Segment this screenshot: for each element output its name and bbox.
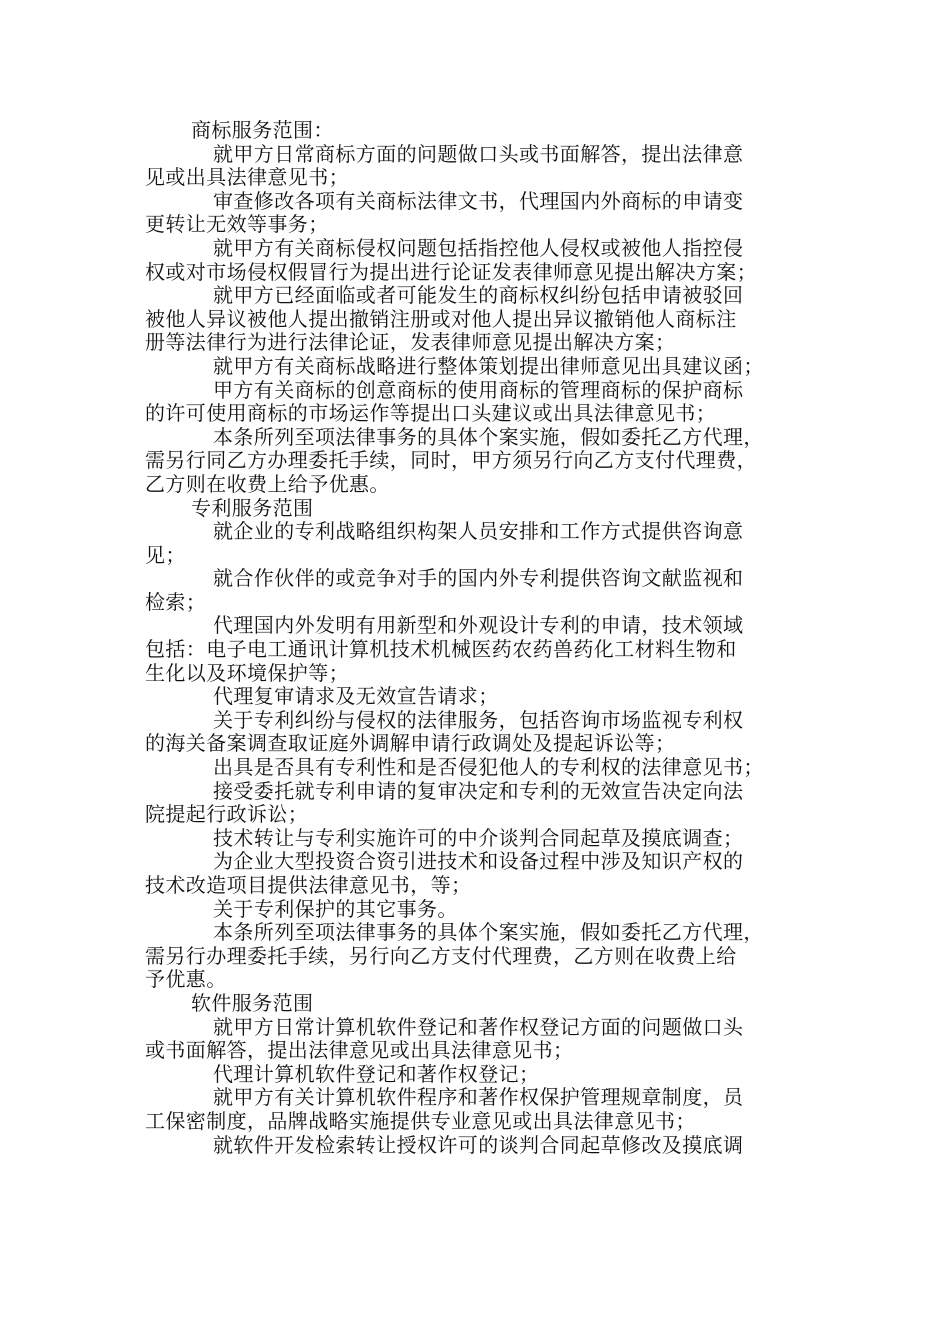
paragraph-line: 出具是否具有专利性和是否侵犯他人的专利权的法律意见书； (213, 755, 764, 780)
paragraph-line: 就甲方有关商标侵权问题包括指控他人侵权或被他人指控侵 (213, 235, 744, 260)
paragraph-line: 代理国内外发明有用新型和外观设计专利的申请，技术领域 (213, 613, 744, 638)
paragraph-line: 乙方则在收费上给予优惠。 (145, 471, 390, 496)
paragraph-line: 册等法律行为进行法律论证，发表律师意见提出解决方案； (145, 330, 676, 355)
paragraph-line: 就甲方已经面临或者可能发生的商标权纠纷包括申请被驳回 (213, 283, 744, 308)
paragraph-line: 就合作伙伴的或竞争对手的国内外专利提供咨询文献监视和 (213, 566, 744, 591)
paragraph-line: 技术转让与专利实施许可的中介谈判合同起草及摸底调查； (213, 825, 744, 850)
paragraph-line: 的海关备案调查取证庭外调解申请行政调处及提起诉讼等； (145, 731, 676, 756)
paragraph-line: 生化以及环境保护等； (145, 660, 349, 685)
paragraph-line: 见或出具法律意见书； (145, 165, 349, 190)
section-heading: 商标服务范围： (191, 118, 334, 142)
paragraph-line: 权或对市场侵权假冒行为提出进行论证发表律师意见提出解决方案； (145, 259, 757, 284)
paragraph-line: 需另行办理委托手续，另行向乙方支付代理费，乙方则在收费上给 (145, 943, 737, 968)
paragraph-line: 更转让无效等事务； (145, 212, 329, 237)
paragraph-line: 本条所列至项法律事务的具体个案实施，假如委托乙方代理， (213, 920, 764, 945)
paragraph-line: 就甲方有关计算机软件程序和著作权保护管理规章制度，员 (213, 1085, 744, 1110)
paragraph-line: 予优惠。 (145, 967, 227, 992)
paragraph-line: 被他人异议被他人提出撤销注册或对他人提出异议撤销他人商标注 (145, 306, 737, 331)
paragraph-line: 检索； (145, 589, 207, 614)
paragraph-line: 技术改造项目提供法律意见书，等； (145, 873, 472, 897)
document-body (145, 119, 810, 1157)
paragraph-line: 包括：电子电工通讯计算机技术机械医药农药兽药化工材料生物和 (145, 637, 737, 662)
paragraph-line: 就企业的专利战略组织构架人员安排和工作方式提供咨询意 (213, 519, 744, 544)
paragraph-line: 的许可使用商标的市场运作等提出口头建议或出具法律意见书； (145, 401, 717, 426)
paragraph-line: 为企业大型投资合资引进技术和设备过程中涉及知识产权的 (213, 849, 744, 874)
paragraph-line: 接受委托就专利申请的复审决定和专利的无效宣告决定向法 (213, 778, 744, 803)
paragraph-line: 需另行同乙方办理委托手续，同时，甲方须另行向乙方支付代理费， (145, 448, 757, 473)
paragraph-line: 关于专利纠纷与侵权的法律服务，包括咨询市场监视专利权 (213, 707, 744, 732)
paragraph-line: 就甲方有关商标战略进行整体策划提出律师意见出具建议函； (213, 353, 764, 378)
paragraph-line: 代理复审请求及无效宣告请求； (213, 684, 499, 709)
paragraph-line: 就软件开发检索转让授权许可的谈判合同起草修改及摸底调 (213, 1132, 744, 1157)
paragraph-line: 审查修改各项有关商标法律文书，代理国内外商标的申请变 (213, 188, 744, 213)
paragraph-line: 或书面解答，提出法律意见或出具法律意见书； (145, 1038, 574, 1063)
section-heading: 软件服务范围 (191, 990, 314, 1015)
paragraph-line: 工保密制度，品牌战略实施提供专业意见或出具法律意见书； (145, 1108, 696, 1133)
paragraph-line: 就甲方日常计算机软件登记和著作权登记方面的问题做口头 (213, 1014, 744, 1039)
section-heading: 专利服务范围 (191, 495, 314, 520)
paragraph-line: 本条所列至项法律事务的具体个案实施，假如委托乙方代理， (213, 424, 764, 449)
paragraph-line: 院提起行政诉讼； (145, 802, 309, 827)
paragraph-line: 就甲方日常商标方面的问题做口头或书面解答，提出法律意 (213, 141, 744, 166)
paragraph-line: 代理计算机软件登记和著作权登记； (213, 1061, 540, 1086)
paragraph-line: 关于专利保护的其它事务。 (213, 896, 458, 921)
paragraph-line: 甲方有关商标的创意商标的使用商标的管理商标的保护商标 (213, 377, 744, 402)
paragraph-line: 见； (145, 542, 186, 567)
